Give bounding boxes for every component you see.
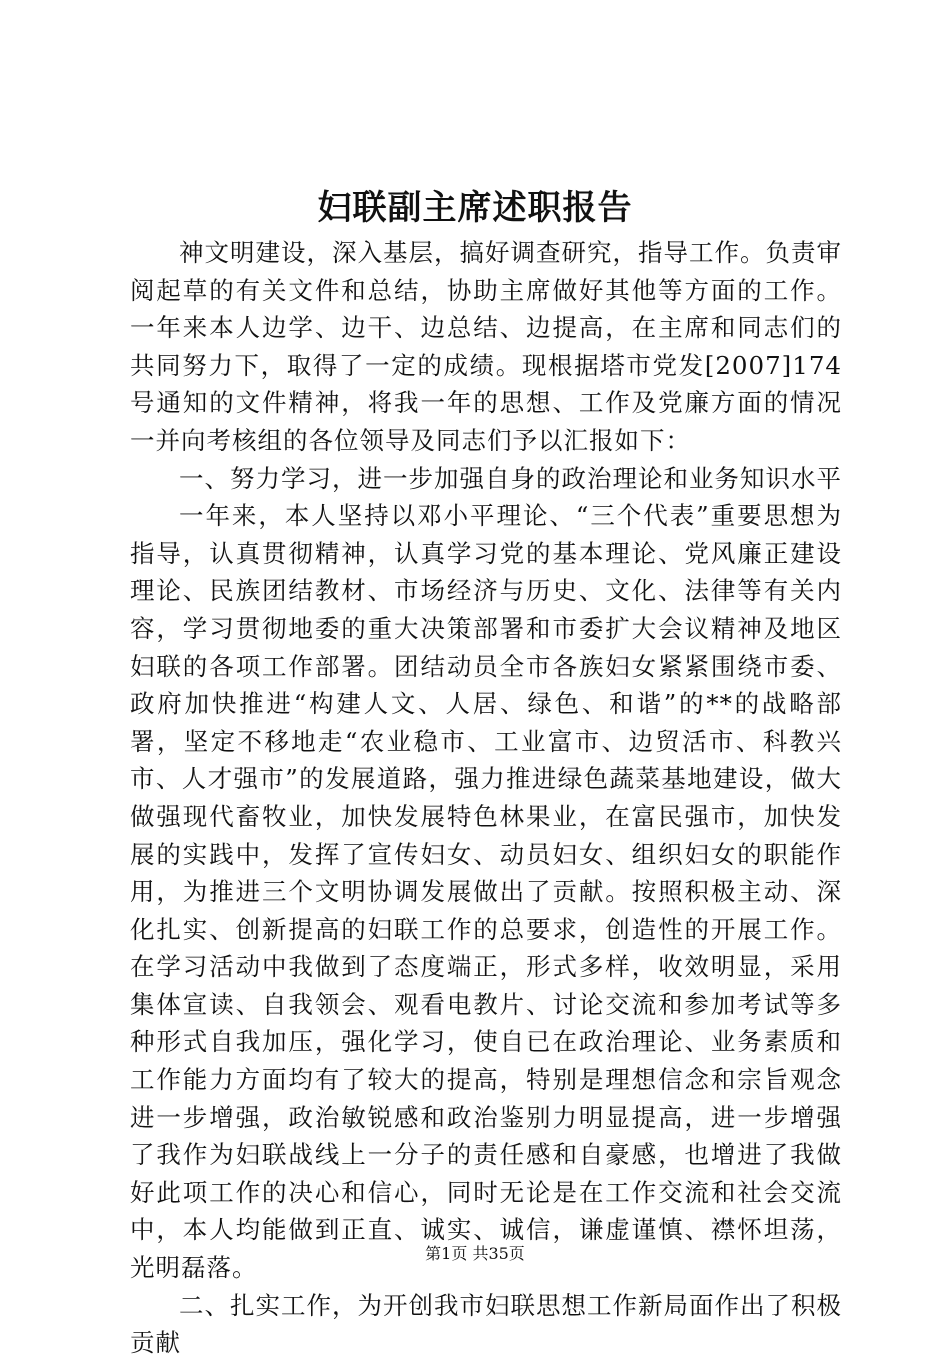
- section-heading-1: 一、努力学习，进一步加强自身的政治理论和业务知识水平: [179, 463, 842, 493]
- paragraph-study: 一年来，本人坚持以邓小平理论、“三个代表”重要思想为指导，认真贯彻精神，认真学习党的基本理论、党风廉正建设理论、民族团结教材、市场经济与历史、文化、法律等有关内容，学习贯彻地委的重大决策部署和市委扩大会议精神及地区妇联的各项工作部署。团结动员全市各族妇女紧紧围绕市委、政府加快推进“构建人文、人居、绿色、和谐”的**的战略部署，坚定不移地走“农业稳市、工业富市、边贸活市、科教兴市、人才强市”的发展道路，强力推进绿色蔬菜基地建设，做大做强现代畜牧业，加快发展特色林果业，在富民强市，加快发展的实践中，发挥了宣传妇女、动员妇女、组织妇女的职能作用，为推进三个文明协调发展做出了贡献。按照积极主动、深化扎实、创新提高的妇联工作的总要求，创造性的开展工作。在学习活动中我做到了态度端正，形式多样，收效明显，采用集体宣读、自我领会、观看电教片、讨论交流和参加考试等多种形式自我加压，强化学习，使自已在政治理论、业务素质和工作能力方面均有了较大的提高，特别是理想信念和宗旨观念进一步增强，政治敏锐感和政治鉴别力明显提高，进一步增强了我作为妇联战线上一分子的责任感和自豪感，也增进了我做好此项工作的决心和信心，同时无论是在工作交流和社会交流中，本人均能做到正直、诚实、诚信，谦虚谨慎、襟怀坦荡，光明磊落。: [130, 501, 842, 1283]
- document-title: 妇联副主席述职报告: [317, 188, 633, 228]
- document-body: [130, 234, 842, 1362]
- section-heading-2: 二、扎实工作，为开创我市妇联思想工作新局面作出了积极贡献: [130, 1290, 842, 1358]
- page-number: 第1页 共35页: [425, 1244, 525, 1263]
- paragraph-intro: 神文明建设，深入基层，搞好调查研究，指导工作。负责审阅起草的有关文件和总结，协助主席做好其他等方面的工作。一年来本人边学、边干、边总结、边提高，在主席和同志们的共同努力下，取得了一定的成绩。现根据塔市党发[2007]174号通知的文件精神，将我一年的思想、工作及党廉方面的情况一并向考核组的各位领导及同志们予以汇报如下：: [130, 238, 842, 455]
